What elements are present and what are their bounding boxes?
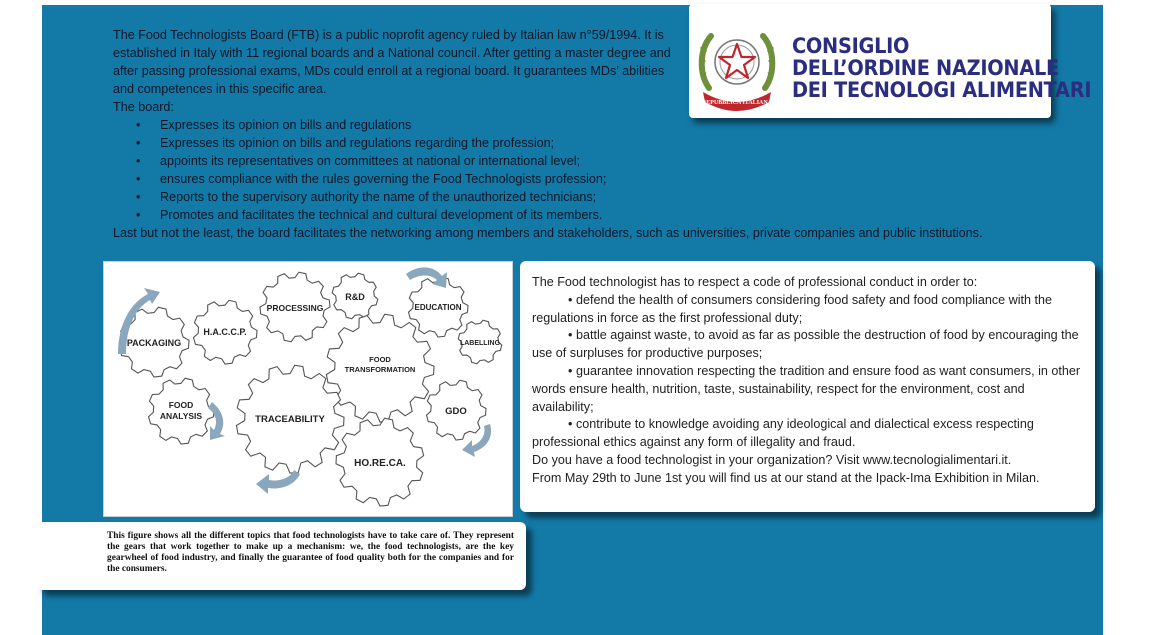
board-heading: The board: xyxy=(113,100,174,114)
website-question: Do you have a food technologist in your organization? Visit www.tecnologialimentari.it. xyxy=(532,452,1012,467)
gear-label-rd: R&D xyxy=(345,292,365,302)
logo-card xyxy=(689,4,1092,118)
curved-arrow-icon xyxy=(256,470,300,494)
board-item: • appoints its representatives on committees at national or international level; xyxy=(113,152,1088,170)
board-item: • Reports to the supervisory authority the name of the unauthorized technicians; xyxy=(113,188,1088,206)
bullet: • xyxy=(568,363,573,378)
italian-republic-emblem-icon xyxy=(697,22,777,112)
gear-label-packaging: PACKAGING xyxy=(126,338,182,348)
closing-paragraph: Last but not the least, the board facilitates the networking among members and stakeholders, such as universities, private companies and public institutions. xyxy=(113,226,983,240)
board-item: • Promotes and facilitates the technical and cultural development of its members. xyxy=(113,206,1088,224)
bullet: • xyxy=(568,328,573,343)
intro-paragraph: The Food Technologists Board (FTB) is a public noprofit agency ruled by Italian law n°59/1994. It is established in Italy with 11 regional boards and a National council. After getting a master degree and after passing professional exams, MDs could enroll at a regional board. It guarantees MDs’ abilities and competences in this specific area. xyxy=(113,28,671,96)
board-name-line: DEI TECNOLOGI ALIMENTARI xyxy=(792,78,1092,102)
gear-label-labelling: LABELLING xyxy=(459,340,501,347)
figure-caption: This figure shows all the different topics that food technologists have to take care of. They represent the gears that work together to make up a mechanism: we, the food technologists, are the key gearwheel of food industry, and finally the guarantee of food quality both for the companies and for the consumers. xyxy=(37,522,526,590)
gear-label-processing: PROCESSING xyxy=(266,303,324,313)
board-name xyxy=(792,35,1091,101)
gear-label-haccp: H.A.C.C.P. xyxy=(203,327,247,337)
board-item: • Expresses its opinion on bills and regulations xyxy=(113,116,1088,134)
emblem-text: REPUBBLICA ITALIANA xyxy=(701,100,773,106)
gear-label-education: EDUCATION xyxy=(414,303,462,312)
board-list xyxy=(113,116,1088,224)
board-name-line: DELL’ORDINE NAZIONALE xyxy=(792,56,1059,80)
bullet: • xyxy=(568,417,573,432)
gear-label-horeca: HO.RE.CA. xyxy=(354,458,406,469)
board-item: • Expresses its opinion on bills and regulations regarding the profession; xyxy=(113,134,1088,152)
bullet: • xyxy=(568,292,573,307)
code-item: • defend the health of consumers considering food safety and food compliance with the regulations in force as the first professional duty; xyxy=(532,292,1053,325)
code-item: • guarantee innovation respecting the tradition and ensure food as want consumers, in other words ensure health, nutrition, taste, sustainability, respect for the environment, cost and availability; xyxy=(532,363,1081,414)
board-item: • ensures compliance with the rules governing the Food Technologists profession; xyxy=(113,170,1088,188)
gear-label-gdo: GDO xyxy=(445,406,467,417)
code-of-conduct-card xyxy=(520,261,1095,512)
gear-label-traceability: TRACEABILITY xyxy=(255,414,325,425)
gear-label-analysis: ANALYSIS xyxy=(159,411,203,421)
gears-diagram xyxy=(104,262,512,516)
gears-figure xyxy=(103,261,513,517)
code-intro: The Food technologist has to respect a code of professional conduct in order to: xyxy=(532,275,978,289)
gear-label-food: FOOD xyxy=(369,355,391,364)
gear-label-transformation: TRANSFORMATION xyxy=(344,365,416,374)
board-name-line: CONSIGLIO xyxy=(792,34,910,58)
event-announcement: From May 29th to June 1st you will find us at our stand at the Ipack-Ima Exhibition in Milan. xyxy=(532,470,1040,485)
gear-label-food: FOOD xyxy=(168,400,194,410)
curved-arrow-icon xyxy=(208,402,225,440)
code-item: • contribute to knowledge avoiding any ideological and dialectical excess respecting professional ethics against any form of illegality and fraud. xyxy=(532,417,1034,450)
code-item: • battle against waste, to avoid as far as possible the destruction of food by encouraging the use of surpluses for productive purposes; xyxy=(532,328,1079,361)
